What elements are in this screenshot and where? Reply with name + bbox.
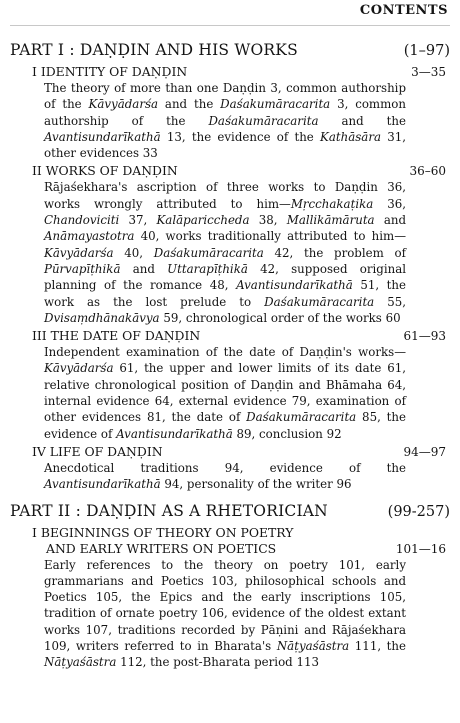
- chapter-description: Early references to the theory on poetry 101, early grammarians and Poetics 103, philosophical schools and Poetics 105, the Epics and the early inscriptions 105, tradition of ornate poetry 106, evidence of the oldest extant works 107, traditions recorded by Pāṇini and Rājaśekhara 109, writers referred to in Bharata's Nāṭyaśāstra 111, the Nāṭyaśāstra 112, the post-Bharata period 113: [44, 557, 406, 670]
- chapter-heading-line-1: [32, 525, 450, 541]
- chapter-description: The theory of more than one Daṇḍin 3, common authorship of the Kāvyādarśa and the Daśakumāracarita 3, common authorship of the Daśakumāracarita and the Avantisundarīkathā 13, the evidence of the Kathāsāra 31, other evidences 33: [44, 81, 406, 161]
- part-page-range: (99-257): [387, 503, 450, 520]
- chapter-entry: [28, 163, 450, 326]
- chapter-title: IV LIFE OF DAṆḌIN: [32, 443, 163, 459]
- part-page-range: (1–97): [403, 43, 450, 59]
- chapter-title-line-1: I BEGINNINGS OF THEORY ON POETRY: [32, 524, 294, 540]
- part-heading-2: [10, 501, 450, 522]
- chapter-page-range: 61—93: [403, 329, 446, 344]
- part-title: PART I : DAṆḌIN AND HIS WORKS: [10, 41, 298, 59]
- chapter-entry: [28, 525, 450, 671]
- chapter-heading: [32, 328, 450, 344]
- chapter-title: III THE DATE OF DAṆḌIN: [32, 328, 201, 344]
- chapter-description: Independent examination of the date of Daṇḍin's works—Kāvyādarśa 61, the upper and lower limits of its date 61, relative chronological position of Daṇḍin and Bhāmaha 64, internal evidence 64, external evidence 79, examination of other evidences 81, the date of Daśakumāracarita 85, the evidence of Avantisundarīkathā 89, conclusion 92: [44, 345, 406, 441]
- chapter-entry: [28, 328, 450, 442]
- chapter-heading: [32, 444, 450, 460]
- chapter-page-range: 36–60: [409, 164, 446, 179]
- chapter-heading: [32, 163, 450, 179]
- chapter-entry: [28, 444, 450, 493]
- part-title: PART II : DAṆḌIN AS A RHETORICIAN: [10, 501, 328, 520]
- chapter-title-line-2: AND EARLY WRITERS ON POETICS: [46, 540, 277, 556]
- chapter-description: Rājaśekhara's ascription of three works to Daṇḍin 36, works wrongly attributed to him—Mṛcchakaṭika 36, Chandoviciti 37, Kalāpariccheda 38, Mallikāmāruta and Anāmayastotra 40, works traditionally attributed to him—Kāvyādarśa 40, Daśakumāracarita 42, the problem of Pūrvapīṭhikā and Uttarapīṭhikā 42, supposed original planning of the romance 48, Avantisundarīkathā 51, the work as the lost prelude to Daśakumāracarita 55, Dvisaṃdhānakāvya 59, chronological order of the works 60: [44, 180, 407, 325]
- chapter-page-range: 101—16: [395, 541, 446, 556]
- chapter-description: Anecdotical traditions 94, evidence of the Avantisundarīkathā 94, personality of the writer 96: [44, 460, 406, 492]
- chapter-page-range: 3—35: [411, 65, 446, 79]
- chapter-title: II WORKS OF DAṆḌIN: [32, 163, 178, 179]
- part-heading-1: [10, 40, 450, 61]
- chapter-page-range: 94—97: [403, 444, 446, 459]
- running-head: CONTENTS: [10, 0, 450, 26]
- chapter-heading: [32, 64, 450, 80]
- chapter-title: I IDENTITY OF DAṆḌIN: [32, 64, 188, 79]
- chapter-heading-line-2: [32, 541, 450, 557]
- chapter-entry: [28, 64, 450, 161]
